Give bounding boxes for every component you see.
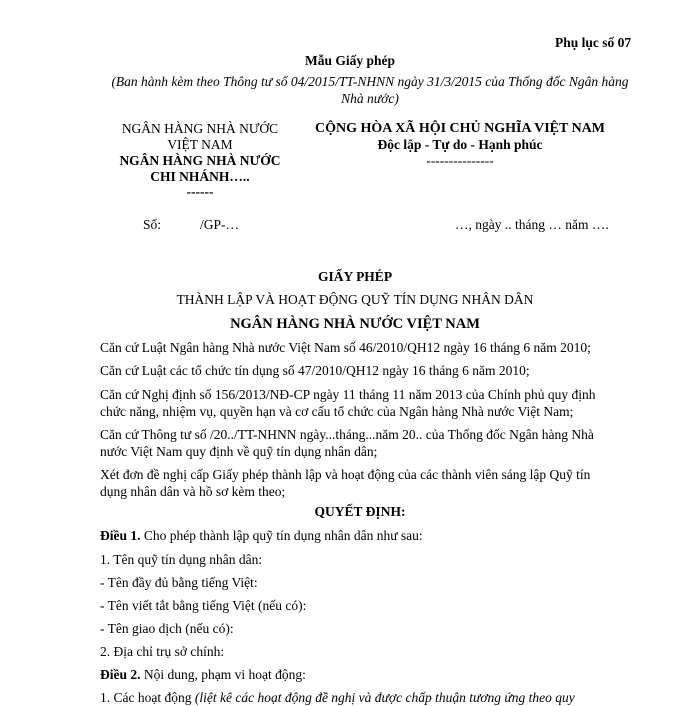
item-address: 2. Địa chỉ trụ sở chính: — [100, 644, 225, 659]
article-1 — [100, 528, 423, 544]
basis-4: Căn cứ Thông tư số /20../TT-NHNN ngày...tháng...năm 20.. của Thống đốc Ngân hàng Nhà nước Việt Nam quy định về quỹ tín dụng nhân dân; — [100, 427, 594, 459]
item-name: 1. Tên quỹ tín dụng nhân dân: — [100, 552, 263, 567]
document-subtitle: THÀNH LẬP VÀ HOẠT ĐỘNG QUỸ TÍN DỤNG NHÂN DÂN — [176, 292, 534, 307]
document-title: GIẤY PHÉP — [317, 269, 393, 284]
article-1-text: Cho phép thành lập quỹ tín dụng nhân dân như sau: — [140, 528, 423, 543]
form-title: Mẫu Giấy phép — [304, 53, 396, 68]
agency-line-3: NGÂN HÀNG NHÀ NƯỚC — [119, 153, 281, 168]
agency-line-4: CHI NHÁNH….. — [150, 169, 250, 184]
nation-line: CỘNG HÒA XÃ HỘI CHỦ NGHĨA VIỆT NAM — [314, 121, 605, 136]
issued-note: (Ban hành kèm theo Thông tư số 04/2015/TT-NHNN ngày 31/3/2015 của Thống đốc Ngân hàng Nhà nước) — [111, 74, 629, 106]
item-full-name: - Tên đầy đủ bằng tiếng Việt: — [100, 575, 258, 590]
activities-note: (liệt kê các hoạt động đề nghị và được chấp thuận tương ứng theo quy — [194, 690, 575, 705]
number-label: Số: — [143, 217, 162, 232]
basis-5: Xét đơn đề nghị cấp Giấy phép thành lập và hoạt động của các thành viên sáng lập Quỹ tín dụng nhân dân và hồ sơ kèm theo; — [100, 467, 591, 499]
date-line: …, ngày .. tháng … năm …. — [455, 217, 609, 232]
item-trade-name: - Tên giao dịch (nếu có): — [100, 621, 234, 636]
motto-line: Độc lập - Tự do - Hạnh phúc — [377, 137, 543, 152]
decision-heading: QUYẾT ĐỊNH: — [314, 504, 406, 519]
issuer-title: NGÂN HÀNG NHÀ NƯỚC VIỆT NAM — [230, 316, 480, 332]
activities-prefix: 1. Các hoạt động — [100, 690, 195, 705]
motto-dash: --------------- — [426, 153, 494, 168]
appendix-label: Phụ lục số 07 — [555, 35, 632, 50]
number-value: /GP-… — [200, 217, 240, 232]
agency-line-2: VIỆT NAM — [167, 137, 233, 152]
article-2-label: Điều 2. — [100, 667, 141, 682]
article-2 — [100, 667, 306, 683]
agency-dash: ------ — [186, 184, 214, 199]
agency-line-1: NGÂN HÀNG NHÀ NƯỚC — [121, 121, 279, 136]
basis-2: Căn cứ Luật các tổ chức tín dụng số 47/2010/QH12 ngày 16 tháng 6 năm 2010; — [100, 363, 530, 378]
article-1-label: Điều 1. — [100, 528, 141, 543]
basis-1: Căn cứ Luật Ngân hàng Nhà nước Việt Nam số 46/2010/QH12 ngày 16 tháng 6 năm 2010; — [100, 340, 591, 355]
article-2-text: Nội dung, phạm vi hoạt động: — [140, 667, 306, 682]
activities-line — [100, 690, 575, 706]
item-short-name: - Tên viết tắt bằng tiếng Việt (nếu có): — [100, 598, 307, 613]
basis-3: Căn cứ Nghị định số 156/2013/NĐ-CP ngày 11 tháng 11 năm 2013 của Chính phủ quy định chức năng, nhiệm vụ, quyền hạn và cơ cấu tổ chức của Ngân hàng Nhà nước Việt Nam; — [100, 387, 596, 419]
